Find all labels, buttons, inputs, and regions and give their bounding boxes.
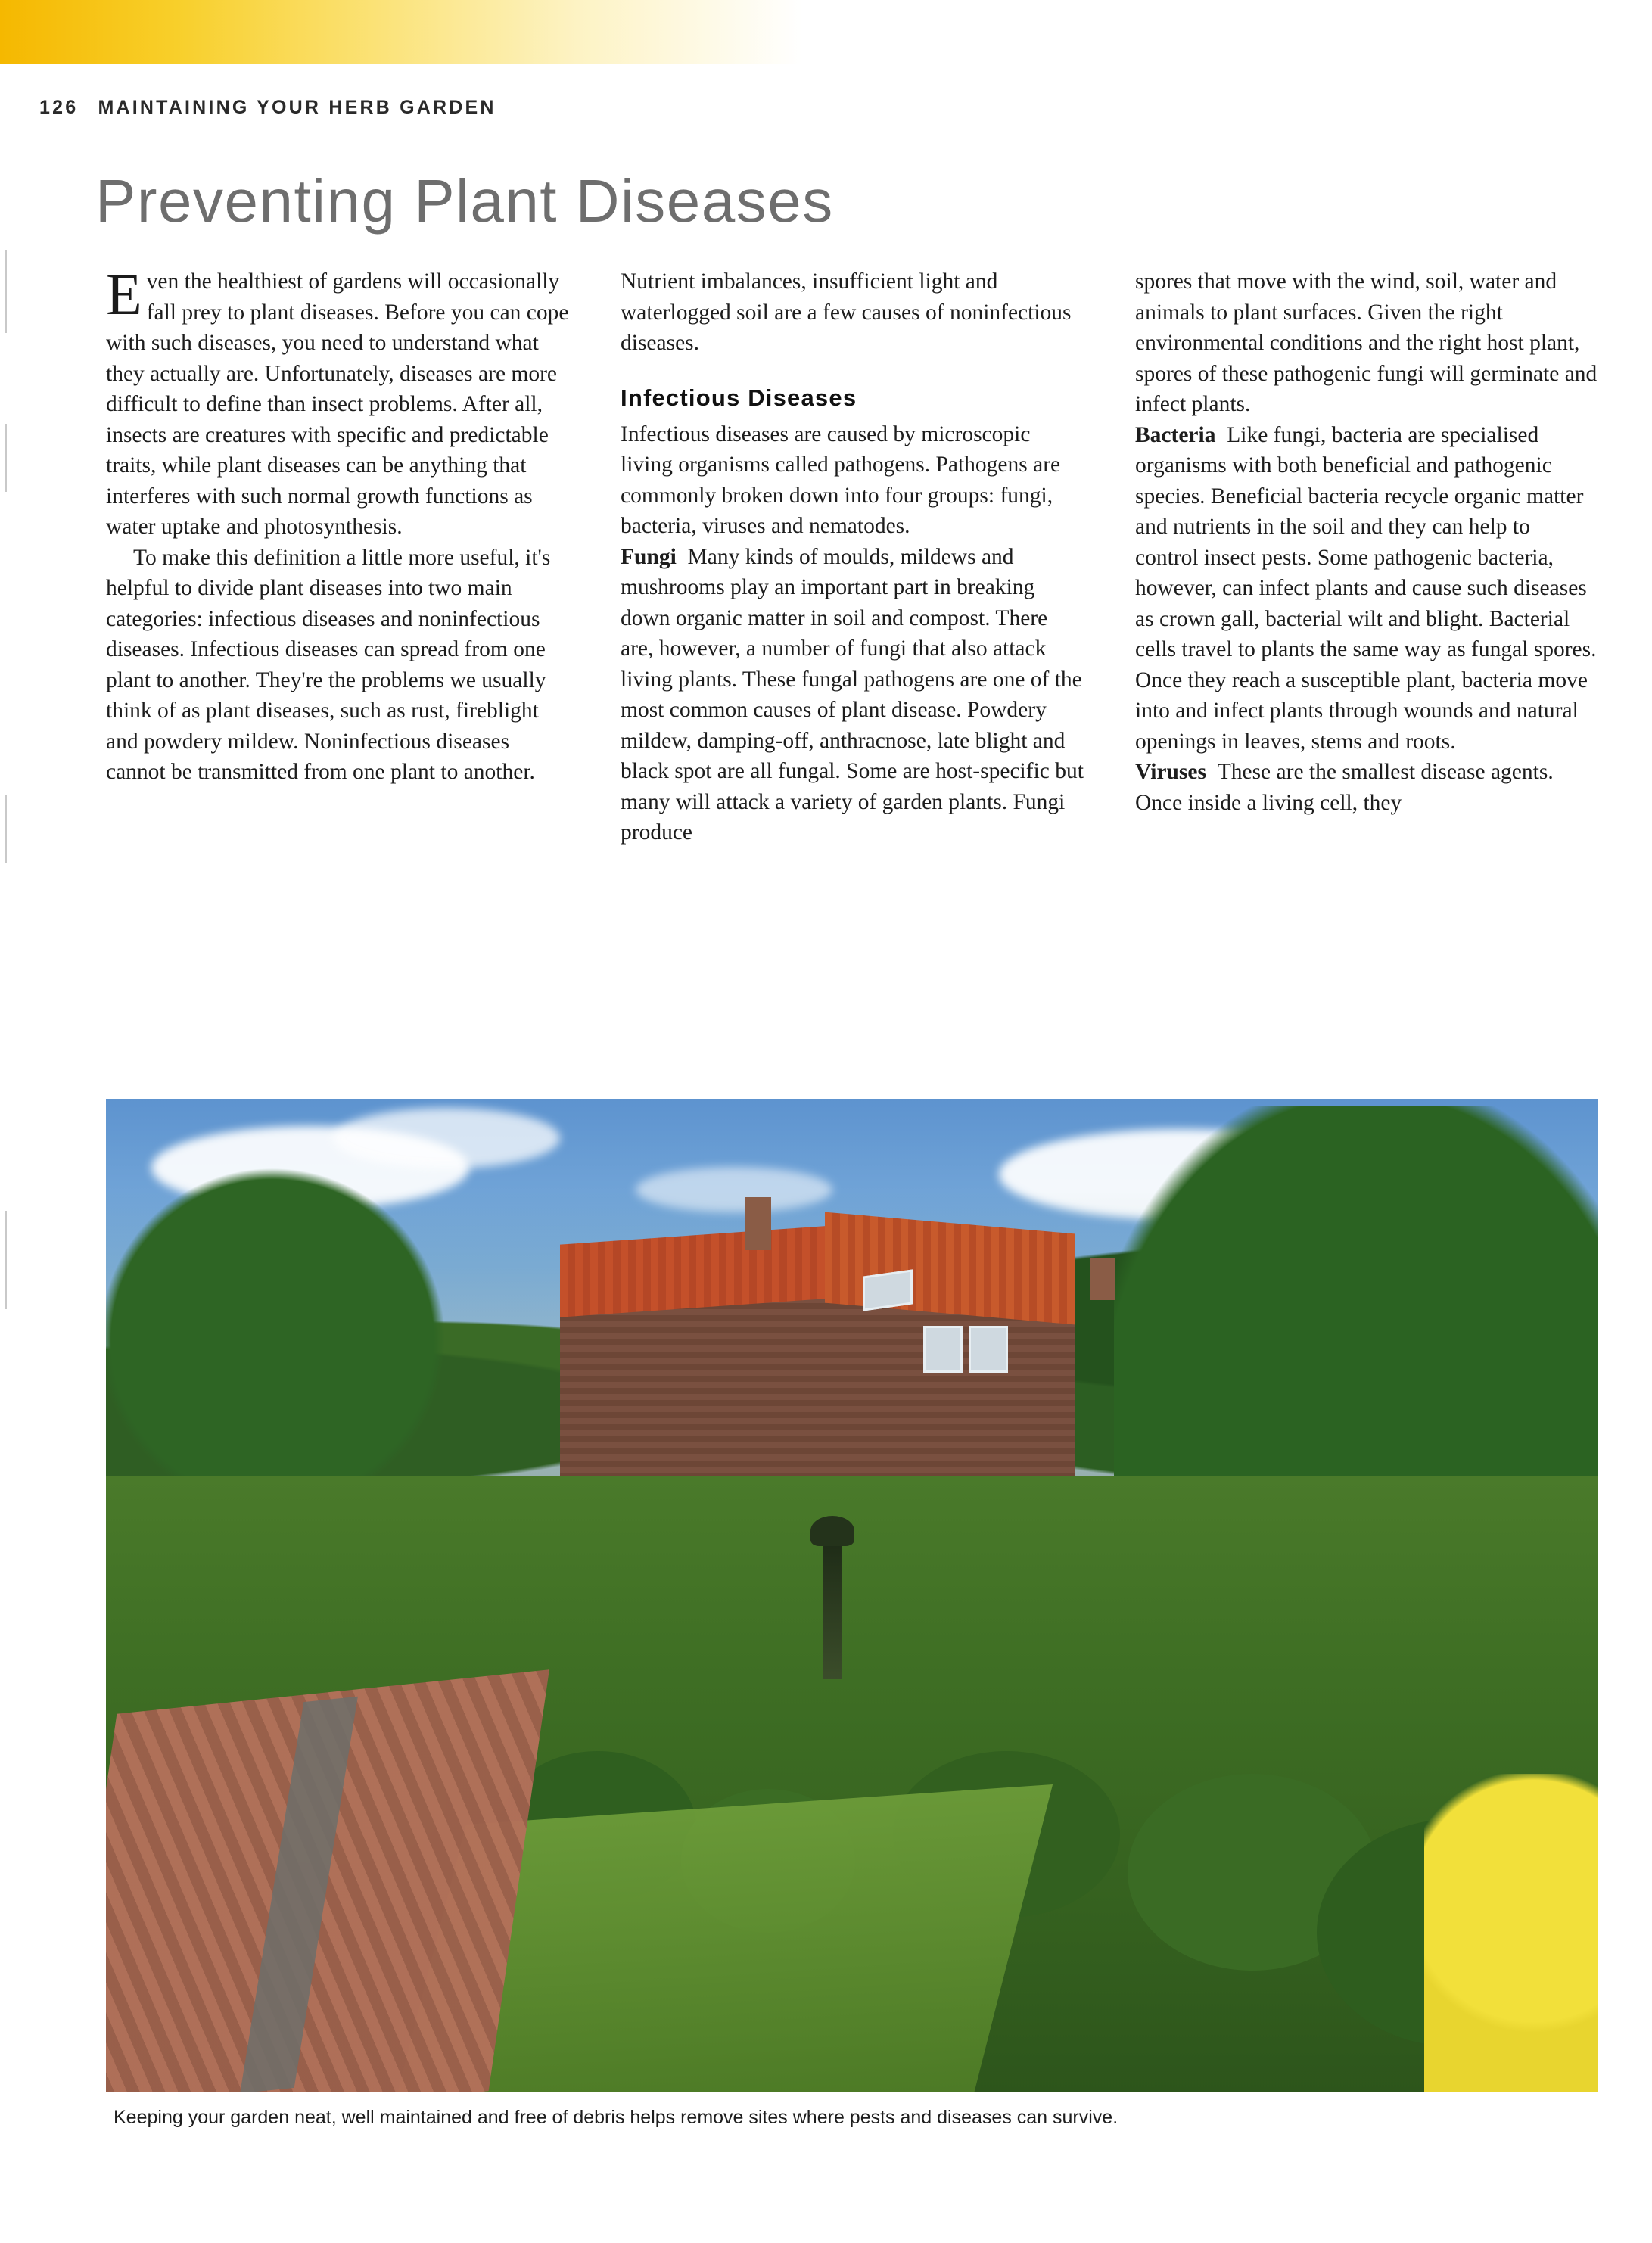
runin-label-bacteria: Bacteria: [1135, 422, 1216, 447]
tree-left: [106, 1144, 469, 1500]
header-gradient-bar: [0, 0, 802, 64]
drop-cap: E: [106, 261, 142, 327]
running-head-label: MAINTAINING YOUR HERB GARDEN: [98, 97, 496, 118]
edge-mark: [5, 795, 7, 863]
house-window: [969, 1326, 1008, 1373]
paragraph-intro-text: ven the healthiest of gardens will occasionally fall prey to plant diseases. Before you can cope with such diseases, you need to understand what they actually are. Unfortunately, diseases are more difficult to define than insect problems. After all, insects are creatures with specific and predictable traits, while plant diseases can be anything that interferes with such normal growth functions as water uptake and photosynthesis.: [106, 269, 569, 539]
column-2: [621, 266, 1084, 848]
article-body: [106, 261, 1598, 848]
photo-caption: Keeping your garden neat, well maintained and free of debris helps remove sites where pests and diseases can survive.: [114, 2107, 1118, 2128]
paragraph-bacteria: [1135, 420, 1598, 758]
roof-skylight: [863, 1269, 913, 1311]
chimney: [745, 1197, 771, 1250]
paragraph-intro: [106, 261, 569, 543]
runin-text-viruses: These are the smallest disease agents. Once inside a living cell, they: [1135, 760, 1554, 815]
paragraph-pathogens: Infectious diseases are caused by microscopic living organisms called pathogens. Pathogens are commonly broken down into four groups: fungi, bacteria, viruses and nematodes.: [621, 422, 1061, 538]
edge-mark: [5, 1211, 7, 1309]
column-1: [106, 261, 569, 848]
paragraph-fungi: [621, 542, 1084, 848]
edge-mark: [5, 424, 7, 492]
runin-text-bacteria: Like fungi, bacteria are specialised organisms with both beneficial and pathogenic species. Beneficial bacteria recycle organic matter and nutrients in the soil and they can help to control insect pests. Some pathogenic bacteria, however, can infect plants and cause such diseases as crown gall, bacterial wilt and blight. Bacterial cells travel to plants the same way as fungal spores. Once they reach a susceptible plant, bacteria move into and infect plants through wounds and natural openings in leaves, stems and roots.: [1135, 422, 1597, 754]
paragraph-spores: spores that move with the wind, soil, water and animals to plant surfaces. Given the right environmental conditions and the right host plant, spores of these pathogenic fungi will germinate and infect plants.: [1135, 269, 1598, 416]
paragraph-definition: To make this definition a little more useful, it's helpful to divide plant diseases into two main categories: infectious diseases and noninfectious diseases. Infectious diseases can spread from one plant to another. They're the problems we usually think of as plant diseases, such as rust, fireblight and powdery mildew. Noninfectious diseases cannot be transmitted from one plant to another.: [106, 545, 551, 784]
subheading-infectious-diseases: Infectious Diseases: [621, 384, 857, 411]
edge-mark: [5, 250, 7, 333]
runin-label-fungi: Fungi: [621, 544, 677, 569]
garden-photograph: [106, 1099, 1598, 2092]
chimney: [1090, 1258, 1115, 1300]
paragraph-noninfectious: Nutrient imbalances, insufficient light and waterlogged soil are a few causes of noninfectious diseases.: [621, 269, 1072, 355]
garden-ornament: [823, 1535, 842, 1679]
page-title: Preventing Plant Diseases: [95, 166, 834, 235]
column-3: [1135, 266, 1598, 848]
runin-text-fungi: Many kinds of moulds, mildews and mushrooms play an important part in breaking down organic matter in soil and compost. There are, however, a number of fungi that also attack living plants. These fungal pathogens are one of the most common causes of plant disease. Powdery mildew, damping-off, anthracnose, late blight and black spot are all fungal. Some are host-specific but many will attack a variety of garden plants. Fungi produce: [621, 544, 1084, 845]
house-window: [923, 1326, 963, 1373]
running-head: [39, 97, 496, 119]
runin-label-viruses: Viruses: [1135, 760, 1206, 784]
paragraph-viruses: [1135, 757, 1598, 818]
yellow-flowers: [1424, 1774, 1598, 2092]
page-number: 126: [39, 97, 79, 118]
